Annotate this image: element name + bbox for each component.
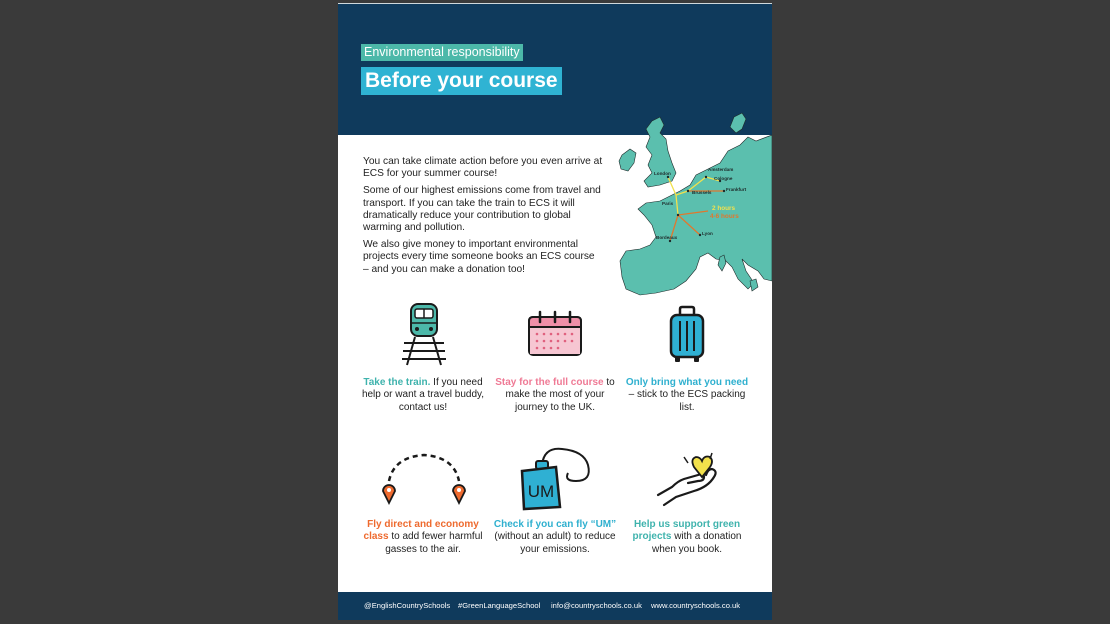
- page-title: Before your course: [361, 67, 562, 95]
- feature-text: [625, 519, 749, 556]
- footer-social-handle[interactable]: @EnglishCountrySchools: [364, 601, 451, 610]
- intro-paragraph: Some of our highest emissions come from travel and transport. If you can take the train to ECS it will dramatically reduce your contribution to global warming and pollution.: [363, 185, 601, 234]
- footer-email[interactable]: info@countryschools.co.uk: [551, 601, 642, 610]
- train-icon: [398, 299, 448, 367]
- city-label: Paris: [662, 201, 674, 206]
- feature-body: to make the most of your journey to the UK.: [505, 377, 615, 413]
- feature-body: (without an adult) to reduce your emissions.: [494, 531, 616, 555]
- suitcase-icon: [666, 305, 708, 365]
- heart-hand-icon: [654, 451, 720, 509]
- intro-text: [363, 156, 603, 281]
- footer-band: [338, 592, 772, 620]
- city-label: Cologne: [714, 176, 733, 181]
- feature-highlight: Fly direct and economy class: [363, 519, 479, 543]
- city-label: Frankfurt: [726, 187, 747, 192]
- land-shapes: [619, 113, 772, 295]
- feature-highlight: Help us support green projects: [632, 519, 741, 543]
- feature-body: If you need help or want a travel buddy, contact us!: [361, 377, 485, 413]
- city-label: Amsterdam: [708, 167, 734, 172]
- feature-text: [625, 377, 749, 414]
- footer-website[interactable]: www.countryschools.co.uk: [651, 601, 741, 610]
- um-tag-label: UM: [527, 482, 555, 501]
- feature-body: with a donation when you book.: [651, 531, 742, 555]
- feature-text: [493, 519, 617, 556]
- feature-highlight: Take the train.: [363, 377, 431, 388]
- train-time-label: 2 hours: [712, 205, 736, 212]
- feature-highlight: Only bring what you need: [625, 377, 749, 388]
- feature-text: [493, 377, 617, 414]
- feature-body: to add fewer harmful gasses to the air.: [385, 531, 483, 555]
- feature-text: [361, 377, 485, 414]
- europe-map: [616, 111, 772, 301]
- feature-text: [361, 519, 485, 556]
- section-label: Environmental responsibility: [361, 44, 523, 61]
- calendar-icon: [526, 309, 584, 359]
- city-label: London: [654, 171, 671, 176]
- city-label: Lyon: [702, 231, 713, 236]
- um-tag-icon: [518, 445, 594, 513]
- footer-hashtag[interactable]: #GreenLanguageSchool: [458, 601, 541, 610]
- feature-body: – stick to the ECS packing list.: [628, 389, 746, 413]
- feature-highlight: Check if you can fly “UM”: [493, 519, 617, 530]
- flight-time-label: 4-6 hours: [710, 213, 739, 220]
- city-label: Bordeaux: [656, 235, 678, 240]
- intro-paragraph: You can take climate action before you even arrive at ECS for your summer course!: [363, 156, 603, 180]
- poster-page: [338, 3, 772, 620]
- intro-paragraph: We also give money to important environmental projects every time someone books an ECS course – and you can make a donation too!: [363, 239, 595, 275]
- feature-highlight: Stay for the full course: [495, 377, 604, 388]
- city-label: Brussels: [692, 190, 712, 195]
- flight-path-icon: [380, 451, 468, 505]
